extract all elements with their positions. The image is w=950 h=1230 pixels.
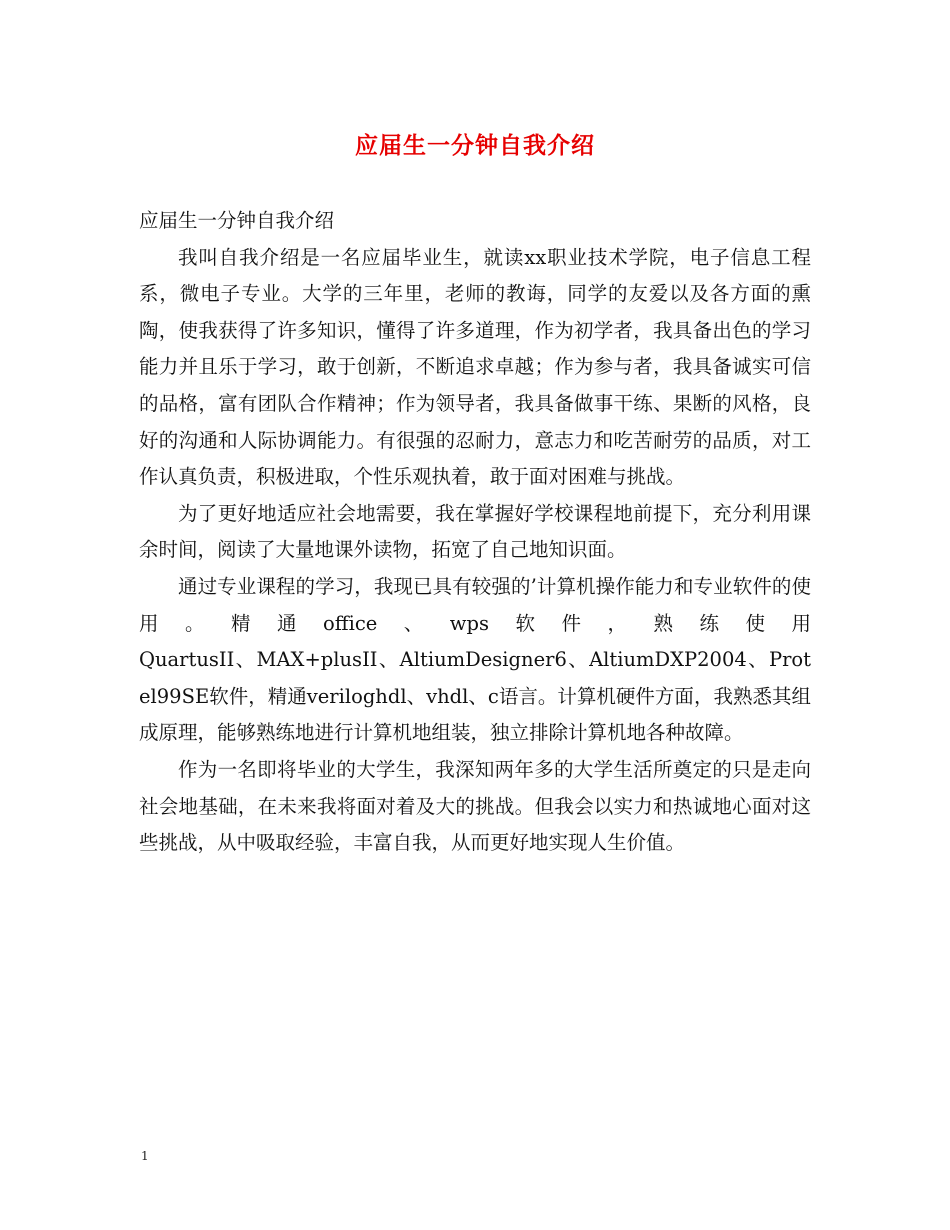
paragraph-software: QuartusII、MAX+plusII、AltiumDesigner6、AltiumDXP2004、Protel99SE软件，精通veriloghdl、vhdl、c语言。计算机硬件方面，我熟悉其组成原理，能够熟练地进行计算机地组装，独立排除计算机地各种故障。 [139,648,811,745]
paragraph-conclusion: 作为一名即将毕业的大学生，我深知两年多的大学生活所奠定的只是走向社会地基础，在未来我将面对着及大的挑战。但我会以实力和热诚地心面对这些挑战，从中吸取经验，丰富自我，从而更好地实现人生价值。 [139,757,811,855]
page-number: 1 [141,1149,149,1163]
document-body [139,203,811,862]
body-heading: 应届生一分钟自我介绍 [139,209,335,232]
document-title: 应届生一分钟自我介绍 [355,132,595,159]
paragraph-study: 为了更好地适应社会地需要，我在掌握好学校课程地前提下，充分利用课余时间，阅读了大量地课外读物，拓宽了自己地知识面。 [139,501,811,562]
paragraph-introduction: 我叫自我介绍是一名应届毕业生，就读xx职业技术学院，电子信息工程系，微电子专业。大学的三年里，老师的教诲，同学的友爱以及各方面的熏陶，使我获得了许多知识，懂得了许多道理，作为初学者，我具备出色的学习能力并且乐于学习，敢于创新，不断追求卓越；作为参与者，我具备诚实可信的品格，富有团队合作精神；作为领导者，我具备做事干练、果断的风格，良好的沟通和人际协调能力。有很强的忍耐力，意志力和吃苦耐劳的品质，对工作认真负责，积极进取，个性乐观执着，敢于面对困难与挑战。 [139,245,811,489]
paragraph-skills: 通过专业课程的学习，我现已具有较强的’计算机操作能力和专业软件的使用。精通office、wps软件，熟练使用 [139,574,811,635]
